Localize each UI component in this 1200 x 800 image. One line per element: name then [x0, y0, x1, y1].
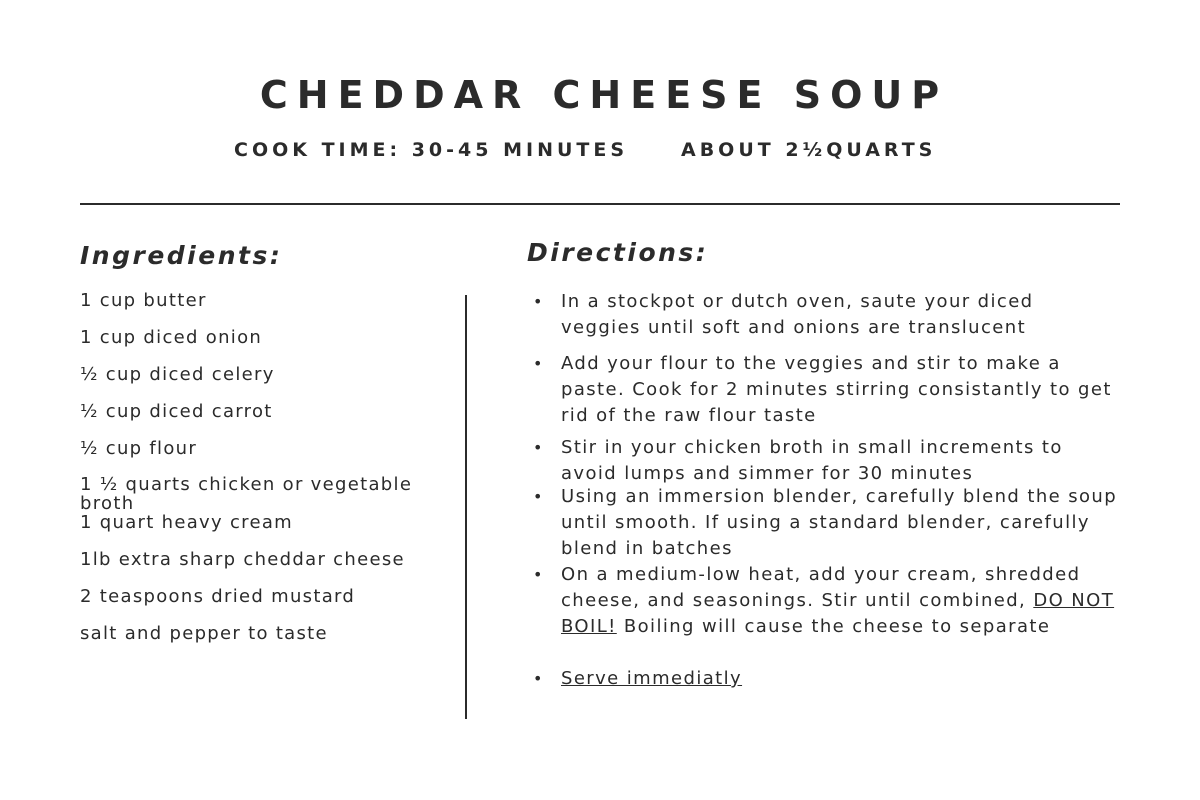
ingredient-item: salt and pepper to taste — [80, 623, 328, 644]
column-divider — [465, 295, 467, 719]
ingredients-heading: Ingredients: — [80, 241, 283, 270]
bullet-icon: • — [533, 292, 544, 311]
direction-step — [533, 289, 1120, 351]
bullet-icon: • — [533, 669, 544, 688]
ingredient-item: 2 teaspoons dried mustard — [80, 586, 356, 607]
ingredients-list — [80, 290, 440, 660]
ingredient-item: ½ cup diced celery — [80, 364, 275, 385]
do-not-boil-warning: DO NOT BOIL! — [561, 590, 1115, 637]
direction-text: Serve immediatly — [561, 668, 743, 689]
direction-text: Using an immersion blender, carefully blend the soup until smooth. If using a standard blender, carefully blend in batches — [561, 486, 1118, 559]
direction-text: In a stockpot or dutch oven, saute your diced veggies until soft and onions are translucent — [561, 291, 1034, 338]
bullet-icon: • — [533, 487, 544, 506]
direction-text-part: Boiling will cause the cheese to separate — [616, 616, 1051, 637]
direction-step — [533, 435, 1120, 484]
directions-heading: Directions: — [527, 238, 709, 267]
directions-list — [533, 289, 1120, 692]
direction-text-part: On a medium-low heat, add your cream, shredded cheese, and seasonings. Stir until combined, — [561, 564, 1081, 611]
header-divider — [80, 203, 1120, 205]
direction-step — [533, 351, 1120, 435]
bullet-icon: • — [533, 438, 544, 457]
ingredient-item: ½ cup diced carrot — [80, 401, 273, 422]
recipe-meta — [0, 138, 1200, 162]
direction-text: Stir in your chicken broth in small increments to avoid lumps and simmer for 30 minutes — [561, 437, 1063, 484]
ingredient-item: 1 cup diced onion — [80, 327, 263, 348]
recipe-title: CHEDDAR CHEESE SOUP — [259, 73, 949, 117]
recipe-yield: ABOUT 2½QUARTS — [681, 139, 937, 161]
direction-step — [533, 666, 1120, 692]
ingredient-item: ½ cup flour — [80, 438, 198, 459]
ingredient-item: 1 ½ quarts chicken or vegetable broth — [80, 474, 413, 514]
bullet-icon: • — [533, 565, 544, 584]
ingredient-item: 1 quart heavy cream — [80, 512, 293, 533]
direction-step — [533, 562, 1120, 666]
direction-text — [561, 564, 1114, 637]
bullet-icon: • — [533, 354, 544, 373]
direction-step — [533, 484, 1120, 562]
direction-text: Add your flour to the veggies and stir to make a paste. Cook for 2 minutes stirring consistantly to get rid of the raw flour taste — [561, 353, 1112, 426]
ingredient-item: 1lb extra sharp cheddar cheese — [80, 549, 405, 570]
cook-time: COOK TIME: 30-45 MINUTES — [234, 139, 629, 161]
ingredient-item: 1 cup butter — [80, 290, 207, 311]
